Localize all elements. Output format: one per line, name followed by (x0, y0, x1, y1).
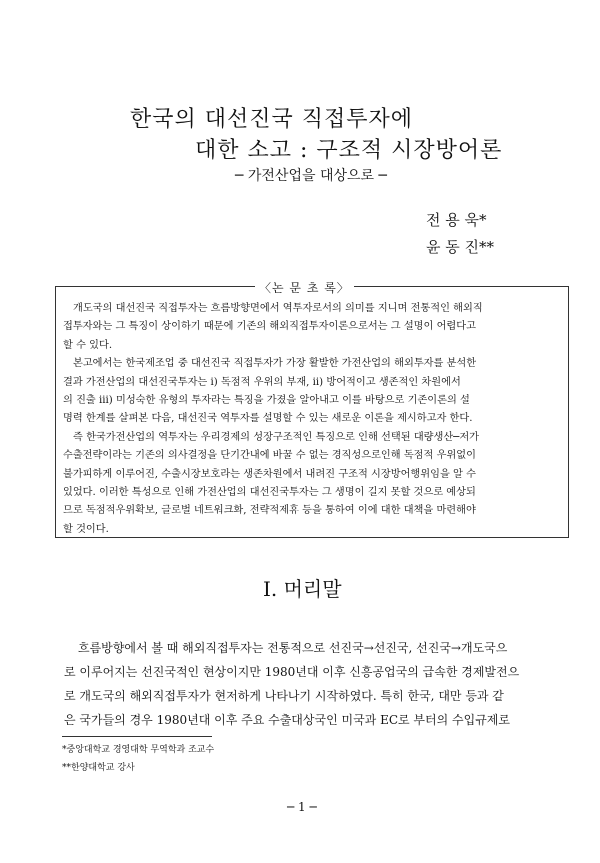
author-2-mark: ** (479, 238, 495, 256)
footnote-2: **한양대학교 강사 (62, 763, 135, 773)
abstract-line: 할 수 있다. (63, 339, 113, 351)
abstract-line: 할 것이다. (63, 523, 109, 535)
footnote-1: *중앙대학교 경영대학 무역학과 조교수 (62, 745, 215, 755)
author-1 (426, 209, 487, 230)
body-line: 흐름방향에서 볼 때 해외직접투자는 전통적으로 선진국→선진국, 선진국→개도국으 (78, 641, 508, 655)
abstract-line: 므로 독점적우위확보, 글로벌 네트워크화, 전략적제휴 등을 통하여 이에 대한 대책을 마련해야 (63, 505, 476, 517)
page-number: ─ 1 ─ (287, 800, 317, 814)
title-line-1: 한국의 대선진국 직접투자에 (130, 107, 414, 132)
abstract-label: 〈논 문 초 록〉 (255, 279, 354, 296)
body-line: 로 이루어지는 선진국적인 현상이지만 1980년대 이후 신흥공업국의 급속한 경제발전으 (64, 665, 520, 679)
author-2 (426, 236, 494, 257)
abstract-line: 의 진출 iii) 미성숙한 유형의 투자라는 특징을 가졌을 알아내고 이를 바탕으로 기존이론의 설 (63, 395, 470, 407)
author-1-mark: * (479, 211, 487, 229)
abstract-line: 결과 가전산업의 대선진국투자는 i) 독점적 우위의 부재, ii) 방어적이고 생존적인 차원에서 (63, 376, 461, 388)
abstract-line: 있었다. 이러한 특성으로 인해 가전산업의 대선진국투자는 그 생명이 길지 못할 것으로 예상되 (63, 487, 476, 499)
author-1-name: 전 용 욱 (426, 211, 480, 229)
author-2-name: 윤 동 진 (426, 238, 480, 256)
body-line: 은 국가들의 경우 1980년대 이후 주요 수출대상국인 미국과 EC로 부터의 수입규제로 (64, 713, 510, 727)
section-heading: Ⅰ. 머리말 (263, 577, 342, 601)
abstract-line: 본고에서는 한국제조업 중 대선진국 직접투자가 가장 활발한 가전산업의 해외투자를 분석한 (73, 358, 477, 370)
abstract-line: 개도국의 대선진국 직접투자는 흐름방향면에서 역투자로서의 의미를 지니며 전통적인 해외직 (73, 303, 483, 314)
abstract-text (63, 300, 563, 539)
abstract-line: 수출전략이라는 기존의 의사결정을 단기간내에 바꿀 수 없는 경직성으로인해 독점적 우위없이 (63, 450, 476, 462)
abstract-line: 접투자와는 그 특징이 상이하기 때문에 기존의 해외직접투자이론으로서는 그 설명이 어렵다고 (63, 321, 476, 333)
subtitle: ─ 가전산업을 대상으로 ─ (235, 168, 387, 184)
abstract-line: 불가피하게 이루어진, 수출시장보호라는 생존차원에서 내려진 구조적 시장방어행위임을 알 수 (63, 468, 476, 480)
footnote-rule (62, 736, 212, 737)
body-line: 로 개도국의 해외직접투자가 현저하게 나타나기 시작하였다. 특히 한국, 대만 등과 같 (64, 689, 504, 703)
body-text (64, 636, 584, 732)
abstract-line: 명력 한계를 살펴본 다음, 대선진국 역투자를 설명할 수 있는 새로운 이론을 제시하고자 한다. (63, 413, 473, 425)
title-line-2: 대한 소고 : 구조적 시장방어론 (195, 138, 503, 163)
abstract-line: 즉 한국가전산업의 역투자는 우리경제의 성장구조적인 특징으로 인해 선택된 대량생산─저가 (73, 431, 479, 443)
